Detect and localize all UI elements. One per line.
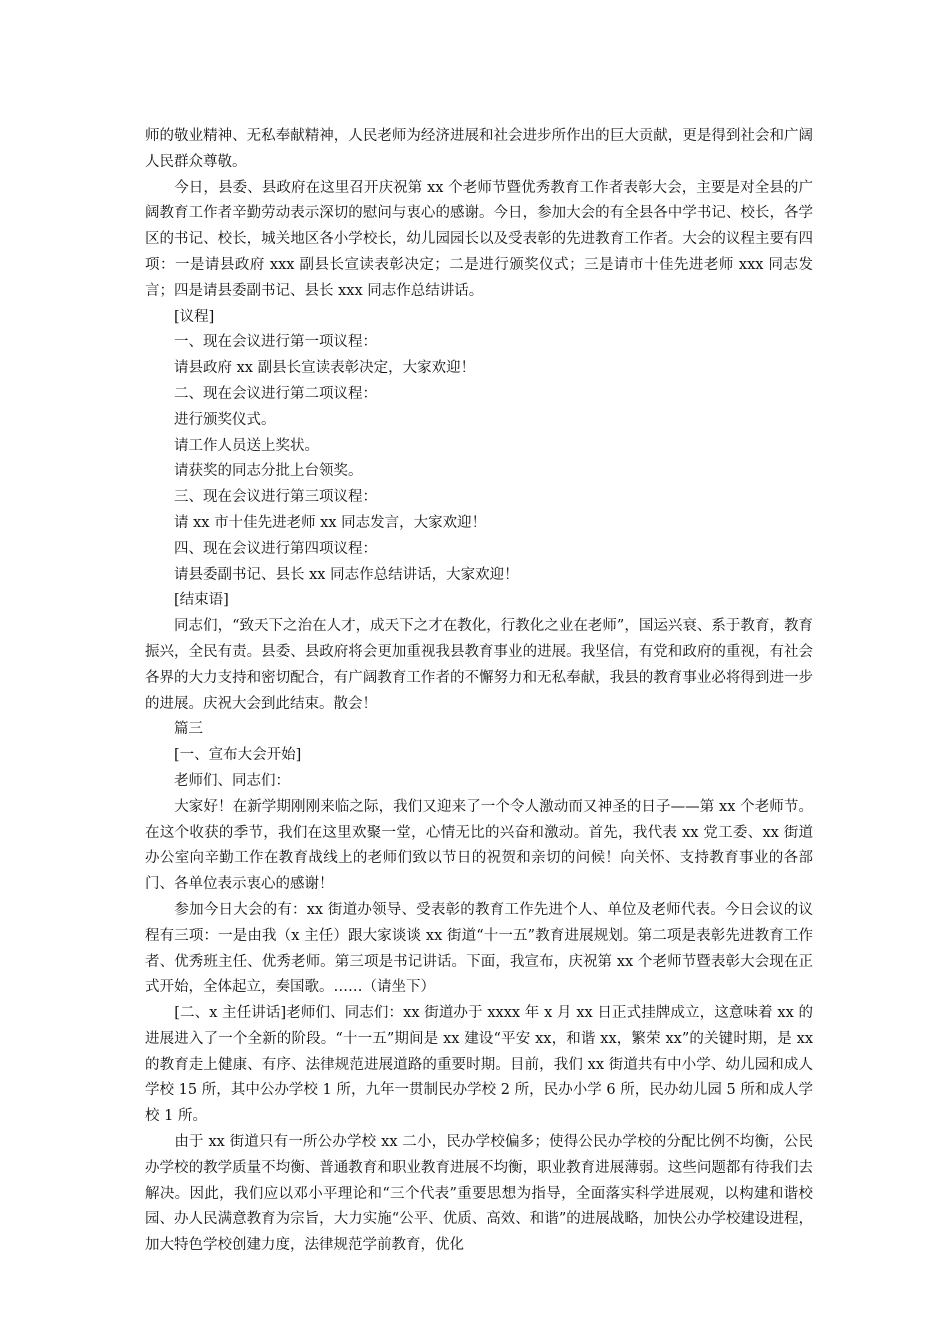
agenda-item: 一、现在会议进行第一项议程：	[145, 334, 377, 351]
agenda-line: 请县政府 xx 副县长宣读表彰决定，大家欢迎！	[145, 360, 476, 377]
body-paragraph: [二、x 主任讲话]老师们、同志们：xx 街道办于 xxxx 年 x 月 xx 日正式挂牌成立，这意味着 xx 的进展进入了一个全新的阶段。“十一五”期间是 xx 建设“平安 xx，和谐 xx，繁荣 xx”的关键时期，是 xx 的教育走上健康、有序、法律规范进展道路的重要时期。目前，我们 xx 街道共有中小学、幼儿园和成人学校 15 所，其中公办学校 1 所，九年一贯制民办学校 2 所，民办小学 6 所，民办幼儿园 5 所和成人学校 1 所。	[145, 1005, 813, 1125]
document-page	[145, 124, 813, 1259]
body-paragraph: 师的敬业精神、无私奉献精神，人民老师为经济进展和社会进步所作出的巨大贡献，更是得到社会和广阔人民群众尊敬。	[145, 128, 813, 170]
agenda-item: 四、现在会议进行第四项议程：	[145, 540, 377, 557]
body-paragraph: 今日，县委、县政府在这里召开庆祝第 xx 个老师节暨优秀教育工作者表彰大会，主要是对全县的广阔教育工作者辛勤劳动表示深切的慰问与衷心的感谢。今日，参加大会的有全县各中学书记、校长，各学区的书记、校长，城关地区各小学校长，幼儿园园长以及受表彰的先进教育工作者。大会的议程主要有四项：一是请县政府 xxx 副县长宣读表彰决定；二是进行颁奖仪式；三是请市十佳先进老师 xxx 同志发言；四是请县委副书记、县长 xxx 同志作总结讲话。	[145, 179, 813, 299]
section-heading: [一、宣布大会开始]	[145, 747, 302, 764]
body-paragraph: 同志们，“致天下之治在人才，成天下之才在教化，行教化之业在老师”，国运兴衰、系于教育，教育振兴，全民有责。县委、县政府将会更加重视我县教育事业的进展。我坚信，有党和政府的重视，有社会各界的大力支持和密切配合，有广阔教育工作者的不懈努力和无私奉献，我县的教育事业必将得到进一步的进展。庆祝大会到此结束。散会！	[145, 618, 813, 712]
section-heading: [议程]	[145, 308, 215, 325]
agenda-line: 进行颁奖仪式。	[145, 411, 276, 428]
chapter-heading: 篇三	[145, 721, 203, 738]
body-paragraph: 由于 xx 街道只有一所公办学校 xx 二小，民办学校偏多；使得公民办学校的分配比例不均衡，公民办学校的教学质量不均衡、普通教育和职业教育进展不均衡，职业教育进展薄弱。这些问题都有待我们去解决。因此，我们应以邓小平理论和“三个代表”重要思想为指导，全面落实科学进展观，以构建和谐校园、办人民满意教育为宗旨，大力实施“公平、优质、高效、和谐”的进展战略，加快公办学校建设进程，加大特色学校创建力度，法律规范学前教育，优化	[145, 1134, 813, 1254]
section-heading: [结束语]	[145, 592, 229, 609]
agenda-item: 三、现在会议进行第三项议程：	[145, 489, 377, 506]
agenda-line: 请获奖的同志分批上台领奖。	[145, 463, 363, 480]
agenda-line: 请 xx 市十佳先进老师 xx 同志发言，大家欢迎！	[145, 514, 487, 531]
agenda-item: 二、现在会议进行第二项议程：	[145, 385, 377, 402]
salutation: 老师们、同志们：	[145, 772, 290, 789]
agenda-line: 请工作人员送上奖状。	[145, 437, 319, 454]
body-paragraph: 参加今日大会的有：xx 街道办领导、受表彰的教育工作先进个人、单位及老师代表。今日会议的议程有三项：一是由我（x 主任）跟大家谈谈 xx 街道“十一五”教育进展规划。第二项是表彰先进教育工作者、优秀班主任、优秀老师。第三项是书记讲话。下面，我宣布，庆祝第 xx 个老师节暨表彰大会现在正式开始，全体起立，奏国歌。……（请坐下）	[145, 901, 813, 996]
body-paragraph: 大家好！在新学期刚刚来临之际，我们又迎来了一个令人激动而又神圣的日子——第 xx 个老师节。在这个收获的季节，我们在这里欢聚一堂，心情无比的兴奋和激动。首先，我代表 xx 党工委、xx 街道办公室向辛勤工作在教育战线上的老师们致以节日的祝贺和亲切的问候！向关怀、支持教育事业的各部门、各单位表示衷心的感谢！	[145, 798, 813, 893]
agenda-line: 请县委副书记、县长 xx 同志作总结讲话，大家欢迎！	[145, 566, 519, 583]
